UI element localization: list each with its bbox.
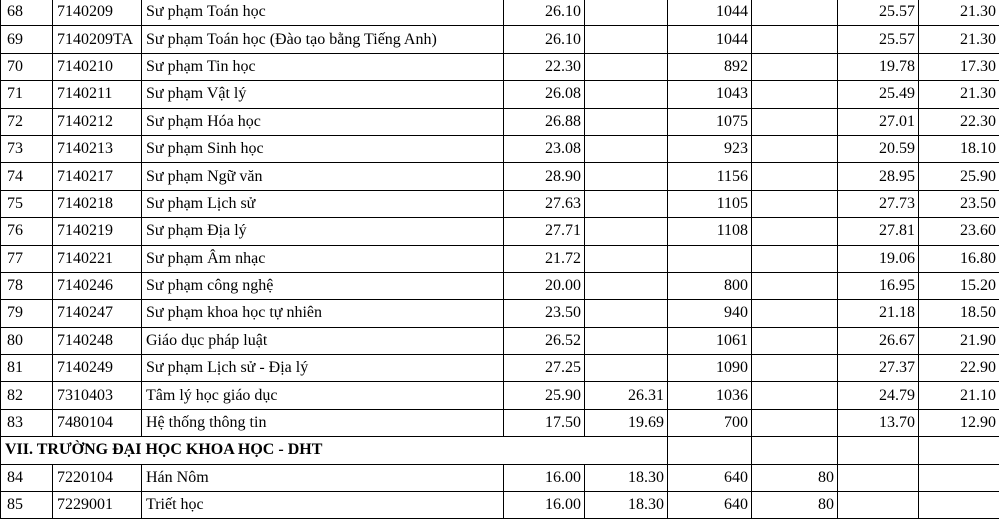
row-number: 83 — [1, 409, 53, 436]
score-col-4 — [752, 26, 838, 53]
score-col-2: 26.31 — [585, 382, 668, 409]
score-col-6 — [919, 464, 999, 491]
section-header-row — [1, 437, 999, 464]
table-row — [1, 464, 999, 491]
score-col-3: 892 — [668, 53, 752, 80]
score-col-5: 27.37 — [838, 355, 919, 382]
score-col-4 — [752, 382, 838, 409]
table-row — [1, 26, 999, 53]
row-number: 77 — [1, 245, 53, 272]
score-col-4 — [752, 272, 838, 299]
score-col-2 — [585, 190, 668, 217]
major-code: 7140213 — [53, 135, 142, 162]
row-number: 73 — [1, 135, 53, 162]
score-col-6 — [919, 492, 999, 519]
score-col-1: 23.08 — [504, 135, 585, 162]
score-col-4 — [752, 245, 838, 272]
score-col-1: 28.90 — [504, 163, 585, 190]
row-number: 75 — [1, 190, 53, 217]
major-code: 7229001 — [53, 492, 142, 519]
score-col-5: 26.67 — [838, 327, 919, 354]
table-row — [1, 327, 999, 354]
score-col-2 — [585, 327, 668, 354]
score-col-1: 17.50 — [504, 409, 585, 436]
score-col-1: 27.25 — [504, 355, 585, 382]
score-col-6: 21.30 — [919, 26, 999, 53]
major-code: 7480104 — [53, 409, 142, 436]
major-code: 7140221 — [53, 245, 142, 272]
score-col-4 — [752, 218, 838, 245]
score-col-2 — [585, 0, 668, 26]
score-col-4 — [752, 355, 838, 382]
major-name: Sư phạm Hóa học — [142, 108, 504, 135]
score-col-6: 18.50 — [919, 300, 999, 327]
table-row — [1, 272, 999, 299]
score-col-1: 23.50 — [504, 300, 585, 327]
major-code: 7140219 — [53, 218, 142, 245]
score-col-1: 20.00 — [504, 272, 585, 299]
major-name: Tâm lý học giáo dục — [142, 382, 504, 409]
score-col-2 — [585, 26, 668, 53]
table-row — [1, 163, 999, 190]
score-col-2 — [585, 135, 668, 162]
score-col-3: 923 — [668, 135, 752, 162]
table-row — [1, 0, 999, 26]
score-col-5: 27.81 — [838, 218, 919, 245]
row-number: 78 — [1, 272, 53, 299]
major-code: 7140217 — [53, 163, 142, 190]
score-col-3: 640 — [668, 492, 752, 519]
row-number: 85 — [1, 492, 53, 519]
score-col-1: 27.71 — [504, 218, 585, 245]
score-col-2 — [585, 81, 668, 108]
row-number: 84 — [1, 464, 53, 491]
score-col-3: 1075 — [668, 108, 752, 135]
row-number: 81 — [1, 355, 53, 382]
score-col-4 — [752, 190, 838, 217]
score-col-6: 21.10 — [919, 382, 999, 409]
major-code: 7140248 — [53, 327, 142, 354]
score-col-2: 19.69 — [585, 409, 668, 436]
score-col-2 — [585, 163, 668, 190]
row-number: 82 — [1, 382, 53, 409]
major-name: Triết học — [142, 492, 504, 519]
score-col-4 — [752, 300, 838, 327]
score-col-5: 24.79 — [838, 382, 919, 409]
row-number: 71 — [1, 81, 53, 108]
major-name: Sư phạm Lịch sử - Địa lý — [142, 355, 504, 382]
row-number: 72 — [1, 108, 53, 135]
table-row — [1, 218, 999, 245]
score-col-6: 23.60 — [919, 218, 999, 245]
score-col-4 — [752, 327, 838, 354]
score-col-2: 18.30 — [585, 464, 668, 491]
major-name: Sư phạm Địa lý — [142, 218, 504, 245]
score-col-3: 1108 — [668, 218, 752, 245]
score-col-5: 19.78 — [838, 53, 919, 80]
table-row — [1, 355, 999, 382]
score-col-1: 26.10 — [504, 0, 585, 26]
major-name: Sư phạm Toán học (Đào tạo bằng Tiếng Anh) — [142, 26, 504, 53]
table-body — [1, 0, 999, 519]
score-col-5: 19.06 — [838, 245, 919, 272]
score-col-1: 16.00 — [504, 492, 585, 519]
major-code: 7140249 — [53, 355, 142, 382]
major-name: Sư phạm Lịch sử — [142, 190, 504, 217]
score-col-5: 16.95 — [838, 272, 919, 299]
score-col-1: 25.90 — [504, 382, 585, 409]
score-col-2: 18.30 — [585, 492, 668, 519]
score-col-3: 1061 — [668, 327, 752, 354]
major-code: 7140211 — [53, 81, 142, 108]
score-col-3: 700 — [668, 409, 752, 436]
score-col-3: 1044 — [668, 26, 752, 53]
score-col-1: 22.30 — [504, 53, 585, 80]
major-name: Hệ thống thông tin — [142, 409, 504, 436]
score-col-6: 18.10 — [919, 135, 999, 162]
table-row — [1, 245, 999, 272]
row-number: 74 — [1, 163, 53, 190]
score-col-5: 27.01 — [838, 108, 919, 135]
score-col-4 — [752, 108, 838, 135]
score-col-4: 80 — [752, 464, 838, 491]
score-col-6: 25.90 — [919, 163, 999, 190]
empty-cell — [838, 437, 919, 464]
row-number: 69 — [1, 26, 53, 53]
score-col-6: 23.50 — [919, 190, 999, 217]
score-col-1: 16.00 — [504, 464, 585, 491]
score-col-6: 22.30 — [919, 108, 999, 135]
major-name: Sư phạm Ngữ văn — [142, 163, 504, 190]
score-col-6: 21.90 — [919, 327, 999, 354]
score-col-1: 26.10 — [504, 26, 585, 53]
score-col-5: 25.57 — [838, 0, 919, 26]
table-row — [1, 135, 999, 162]
empty-cell — [919, 437, 999, 464]
major-code: 7140209TA — [53, 26, 142, 53]
score-col-3: 1105 — [668, 190, 752, 217]
score-col-4 — [752, 0, 838, 26]
score-col-5: 13.70 — [838, 409, 919, 436]
score-col-1: 21.72 — [504, 245, 585, 272]
score-col-6: 22.90 — [919, 355, 999, 382]
major-code: 7310403 — [53, 382, 142, 409]
score-col-1: 26.52 — [504, 327, 585, 354]
major-name: Giáo dục pháp luật — [142, 327, 504, 354]
major-code: 7140212 — [53, 108, 142, 135]
row-number: 79 — [1, 300, 53, 327]
major-code: 7140209 — [53, 0, 142, 26]
table-row — [1, 382, 999, 409]
score-col-2 — [585, 218, 668, 245]
table-row — [1, 492, 999, 519]
score-col-4 — [752, 135, 838, 162]
major-name: Sư phạm công nghệ — [142, 272, 504, 299]
section-title: VII. TRƯỜNG ĐẠI HỌC KHOA HỌC - DHT — [1, 437, 668, 464]
score-col-5 — [838, 492, 919, 519]
major-name: Sư phạm Toán học — [142, 0, 504, 26]
score-col-6: 16.80 — [919, 245, 999, 272]
major-name: Sư phạm Sinh học — [142, 135, 504, 162]
score-col-3: 1036 — [668, 382, 752, 409]
score-col-5: 25.57 — [838, 26, 919, 53]
table-row — [1, 81, 999, 108]
row-number: 80 — [1, 327, 53, 354]
table-row — [1, 53, 999, 80]
major-code: 7140247 — [53, 300, 142, 327]
score-col-3: 800 — [668, 272, 752, 299]
empty-cell — [668, 437, 752, 464]
score-col-3: 1043 — [668, 81, 752, 108]
score-col-4 — [752, 53, 838, 80]
score-col-3: 940 — [668, 300, 752, 327]
empty-cell — [752, 437, 838, 464]
major-name: Sư phạm Vật lý — [142, 81, 504, 108]
score-col-3: 1090 — [668, 355, 752, 382]
score-col-5 — [838, 464, 919, 491]
score-col-1: 27.63 — [504, 190, 585, 217]
score-col-4: 80 — [752, 492, 838, 519]
score-col-2 — [585, 300, 668, 327]
table-row — [1, 190, 999, 217]
score-col-6: 12.90 — [919, 409, 999, 436]
major-code: 7220104 — [53, 464, 142, 491]
score-col-6: 15.20 — [919, 272, 999, 299]
major-code: 7140210 — [53, 53, 142, 80]
score-col-5: 21.18 — [838, 300, 919, 327]
score-col-2 — [585, 53, 668, 80]
score-col-4 — [752, 81, 838, 108]
score-col-4 — [752, 163, 838, 190]
score-col-1: 26.08 — [504, 81, 585, 108]
score-col-5: 27.73 — [838, 190, 919, 217]
score-col-3: 1044 — [668, 0, 752, 26]
major-name: Sư phạm khoa học tự nhiên — [142, 300, 504, 327]
major-code: 7140246 — [53, 272, 142, 299]
score-col-3 — [668, 245, 752, 272]
major-name: Hán Nôm — [142, 464, 504, 491]
score-col-6: 21.30 — [919, 0, 999, 26]
score-col-2 — [585, 245, 668, 272]
row-number: 68 — [1, 0, 53, 26]
score-col-2 — [585, 272, 668, 299]
score-col-3: 1156 — [668, 163, 752, 190]
major-code: 7140218 — [53, 190, 142, 217]
table-row — [1, 300, 999, 327]
score-col-5: 28.95 — [838, 163, 919, 190]
score-col-4 — [752, 409, 838, 436]
row-number: 70 — [1, 53, 53, 80]
score-col-5: 20.59 — [838, 135, 919, 162]
score-col-2 — [585, 108, 668, 135]
score-col-1: 26.88 — [504, 108, 585, 135]
score-col-3: 640 — [668, 464, 752, 491]
table-row — [1, 108, 999, 135]
score-col-2 — [585, 355, 668, 382]
major-name: Sư phạm Tin học — [142, 53, 504, 80]
major-name: Sư phạm Âm nhạc — [142, 245, 504, 272]
table-row — [1, 409, 999, 436]
row-number: 76 — [1, 218, 53, 245]
score-col-5: 25.49 — [838, 81, 919, 108]
score-col-6: 21.30 — [919, 81, 999, 108]
score-col-6: 17.30 — [919, 53, 999, 80]
